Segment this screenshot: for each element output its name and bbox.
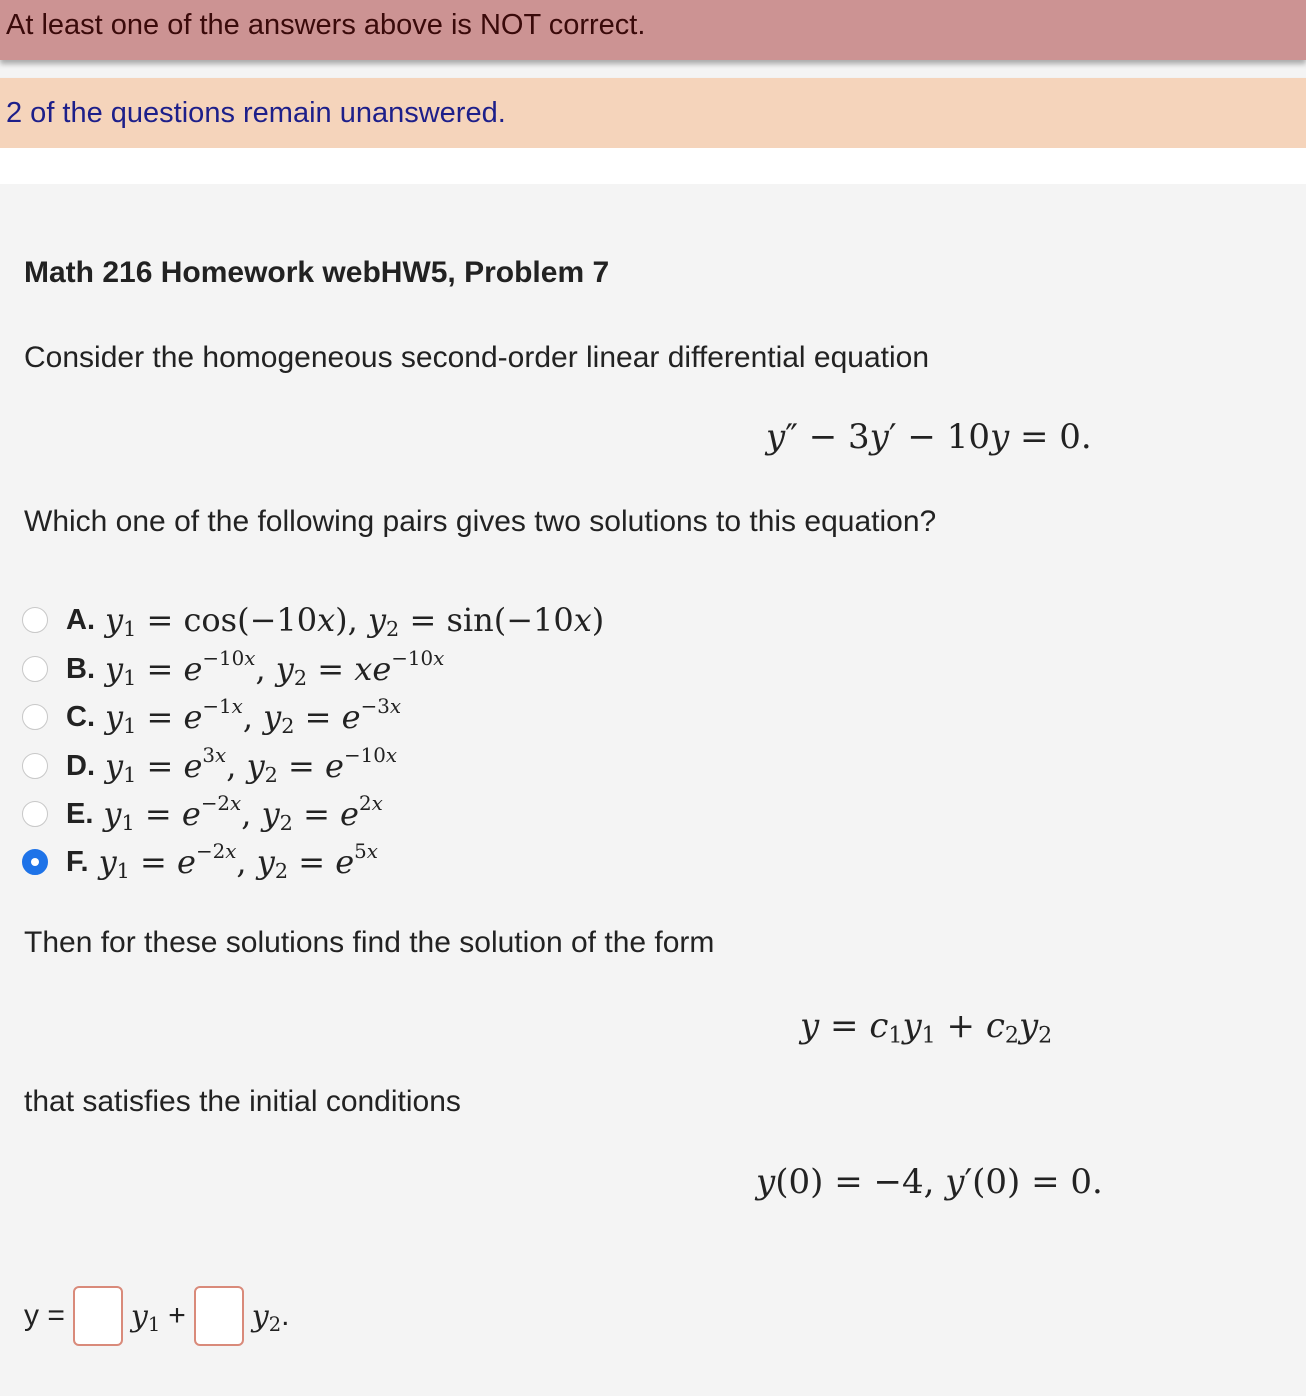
intro-text: Consider the homogeneous second-order linear differential equation [24, 341, 930, 374]
radio-option-f[interactable] [22, 849, 48, 875]
option-a-label: A. [66, 603, 95, 636]
divider-band [0, 148, 1306, 184]
option-f-label: F. [66, 845, 89, 878]
radio-option-a[interactable] [22, 607, 48, 633]
option-e-math: $y_1 = e^{-2x}$, $y_2 = e^{2x}$ [103, 792, 383, 836]
answer-y-label: y = [24, 1299, 65, 1332]
option-c-label: C. [66, 700, 95, 733]
warning-banner [0, 78, 1306, 148]
radio-option-c[interactable] [22, 704, 48, 730]
problem-title: Math 216 Homework webHW5, Problem 7 [24, 256, 610, 289]
option-b-math: $y_1 = e^{-10x}$, $y_2 = xe^{-10x}$ [105, 647, 445, 691]
option-c-math: $y_1 = e^{-1x}$, $y_2 = e^{-3x}$ [105, 695, 401, 739]
option-f-math: $y_1 = e^{-2x}$, $y_2 = e^{5x}$ [98, 840, 378, 884]
option-d-label: D. [66, 749, 95, 782]
option-d[interactable] [22, 744, 397, 788]
radio-option-d[interactable] [22, 753, 48, 779]
then-text: Then for these solutions find the solution of the form [24, 926, 715, 959]
c2-input[interactable] [194, 1286, 244, 1346]
y2-label: $y_2$ [251, 1298, 282, 1336]
error-message: At least one of the answers above is NOT correct. [6, 9, 646, 41]
question-text: Which one of the following pairs gives two solutions to this equation? [24, 505, 937, 538]
answer-period: . [281, 1299, 290, 1332]
option-a-math: $y_1 = \cos(-10x)$, $y_2 = \sin(-10x)$ [105, 601, 605, 642]
radio-option-e[interactable] [22, 801, 48, 827]
warning-message: 2 of the questions remain unanswered. [6, 97, 506, 129]
option-a[interactable] [22, 598, 604, 642]
error-banner [0, 0, 1306, 60]
option-b-label: B. [66, 652, 95, 685]
form-equation: $y = c_1y_1 + c_2y_2$ [800, 1006, 1053, 1049]
y1-label: $y_1$ [130, 1298, 161, 1336]
initial-conditions-equation: y(0) = −4, y′(0) = 0. [756, 1162, 1103, 1202]
option-d-math: $y_1 = e^{3x}$, $y_2 = e^{-10x}$ [105, 744, 398, 788]
option-e[interactable] [22, 792, 383, 836]
plus-sign: + [168, 1299, 186, 1332]
option-b[interactable] [22, 647, 444, 691]
c1-input[interactable] [73, 1286, 123, 1346]
option-e-label: E. [66, 797, 94, 830]
differential-equation: y″ − 3y′ − 10y = 0. [766, 417, 1092, 457]
option-f[interactable] [22, 840, 378, 884]
option-c[interactable] [22, 695, 401, 739]
radio-option-b[interactable] [22, 656, 48, 682]
answer-row [24, 1284, 289, 1348]
initial-conditions-text: that satisfies the initial conditions [24, 1085, 461, 1118]
